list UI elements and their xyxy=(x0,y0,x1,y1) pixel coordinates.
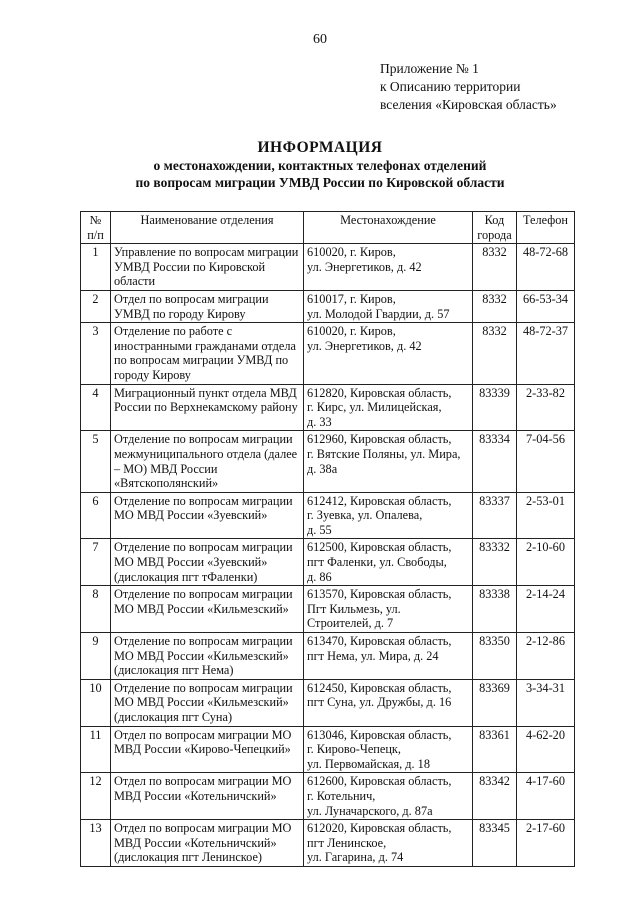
cell-line: 612020, Кировская область, xyxy=(307,821,452,836)
cell-line: Пгт Кильмезь, ул. xyxy=(307,601,401,616)
cell-city-code: 83337 xyxy=(473,492,517,539)
appendix-line: к Описанию территории xyxy=(380,79,521,94)
cell-location xyxy=(304,323,473,384)
cell-line: городу Кирову xyxy=(114,367,191,382)
table-row xyxy=(81,633,575,680)
table-row xyxy=(81,773,575,820)
cell-line: МВД России «Кирово-Чепецкий» xyxy=(114,742,291,757)
cell-city-code: 83334 xyxy=(473,431,517,492)
cell-line: г. Котельнич, xyxy=(307,788,376,803)
cell-city-code: 8332 xyxy=(473,244,517,291)
cell-line: МО МВД России «Зуевский» xyxy=(114,508,268,523)
table-row xyxy=(81,290,575,322)
cell-number: 4 xyxy=(81,384,111,431)
cell-line: 612412, Кировская область, xyxy=(307,493,452,508)
cell-line: 610017, г. Киров, xyxy=(307,291,396,306)
cell-line: пгт Нема, ул. Мира, д. 24 xyxy=(307,648,439,663)
cell-line: межмуниципального отдела (далее xyxy=(114,446,298,461)
cell-line: МО МВД России «Кильмезский» xyxy=(114,648,289,663)
cell-line: пгт Фаленки, ул. Свободы, xyxy=(307,555,447,570)
cell-phone: 4-17-60 xyxy=(517,773,575,820)
cell-line: МО МВД России «Зуевский» xyxy=(114,555,268,570)
cell-line: Миграционный пункт отдела МВД xyxy=(114,385,297,400)
cell-phone: 66-53-34 xyxy=(517,290,575,322)
cell-line: 613570, Кировская область, xyxy=(307,587,452,602)
page-number: 60 xyxy=(313,32,327,47)
cell-line: д. 33 xyxy=(307,414,332,429)
header-location: Местонахождение xyxy=(304,212,473,244)
appendix-note xyxy=(380,60,620,114)
cell-city-code: 83342 xyxy=(473,773,517,820)
cell-line: ул. Энергетиков, д. 42 xyxy=(307,259,422,274)
cell-department-name xyxy=(111,679,304,726)
cell-line: 612820, Кировская область, xyxy=(307,385,452,400)
cell-location xyxy=(304,244,473,291)
cell-department-name xyxy=(111,431,304,492)
cell-line: ул. Молодой Гвардии, д. 57 xyxy=(307,306,450,321)
table-row xyxy=(81,679,575,726)
table-row xyxy=(81,586,575,633)
cell-number: 1 xyxy=(81,244,111,291)
cell-location xyxy=(304,679,473,726)
cell-line: Отделение по вопросам миграции xyxy=(114,634,293,649)
cell-line: Управление по вопросам миграции xyxy=(114,245,299,260)
cell-city-code: 83350 xyxy=(473,633,517,680)
cell-phone: 7-04-56 xyxy=(517,431,575,492)
cell-line: (дислокация пгт Нема) xyxy=(114,663,234,678)
cell-line: УМВД по городу Кирову xyxy=(114,306,246,321)
cell-line: (дислокация пгт Суна) xyxy=(114,710,233,724)
cell-department-name xyxy=(111,290,304,322)
cell-phone: 2-53-01 xyxy=(517,492,575,539)
cell-phone: 2-14-24 xyxy=(517,586,575,633)
cell-number: 7 xyxy=(81,539,111,586)
cell-line: Отдел по вопросам миграции xyxy=(114,291,269,306)
cell-line: (дислокация пгт Ленинское) xyxy=(114,850,263,865)
cell-line: д. 86 xyxy=(307,569,332,584)
cell-line: ул. Луначарского, д. 87а xyxy=(307,803,433,818)
cell-number: 13 xyxy=(81,820,111,867)
cell-city-code: 8332 xyxy=(473,323,517,384)
cell-city-code: 83369 xyxy=(473,679,517,726)
cell-line: Строителей, д. 7 xyxy=(307,616,394,631)
cell-number: 6 xyxy=(81,492,111,539)
cell-line: 612600, Кировская область, xyxy=(307,774,452,789)
table-row xyxy=(81,431,575,492)
cell-number: 5 xyxy=(81,431,111,492)
cell-location xyxy=(304,726,473,773)
table-row xyxy=(81,384,575,431)
cell-location xyxy=(304,384,473,431)
appendix-line: Приложение № 1 xyxy=(380,61,479,76)
header-phone: Телефон xyxy=(517,212,575,244)
cell-city-code: 83345 xyxy=(473,820,517,867)
cell-line: Отдел по вопросам миграции МО xyxy=(114,727,292,742)
cell-line: – МО) МВД России xyxy=(114,461,218,476)
cell-line: Отделение по вопросам миграции xyxy=(114,493,293,508)
cell-line: 612500, Кировская область, xyxy=(307,540,452,555)
cell-line: д. 38а xyxy=(307,461,338,476)
document-subtitle-line: по вопросам миграции УМВД России по Кировской области xyxy=(135,175,505,190)
cell-city-code: 8332 xyxy=(473,290,517,322)
cell-department-name xyxy=(111,633,304,680)
cell-number: 11 xyxy=(81,726,111,773)
cell-line: 612960, Кировская область, xyxy=(307,432,452,447)
cell-number: 8 xyxy=(81,586,111,633)
cell-line: 613470, Кировская область, xyxy=(307,634,452,649)
cell-number: 12 xyxy=(81,773,111,820)
cell-line: Отделение по вопросам миграции xyxy=(114,680,293,695)
cell-department-name xyxy=(111,539,304,586)
document-subtitle-line: о местонахождении, контактных телефонах отделений xyxy=(153,158,487,173)
header-number: № п/п xyxy=(81,212,111,244)
cell-line: МВД России «Котельничский» xyxy=(114,835,277,850)
document-heading xyxy=(0,138,640,191)
cell-phone: 2-33-82 xyxy=(517,384,575,431)
cell-phone: 3-34-31 xyxy=(517,679,575,726)
cell-line: 612450, Кировская область, xyxy=(307,680,452,695)
cell-line: МВД России «Котельничский» xyxy=(114,788,277,803)
header-name: Наименование отделения xyxy=(111,212,304,244)
cell-phone: 2-17-60 xyxy=(517,820,575,867)
cell-line: области xyxy=(114,274,156,289)
cell-line: ул. Гагарина, д. 74 xyxy=(307,850,404,865)
cell-line: Отделение по вопросам миграции xyxy=(114,540,293,555)
cell-department-name xyxy=(111,586,304,633)
cell-line: 610020, г. Киров, xyxy=(307,245,396,260)
cell-phone: 2-12-86 xyxy=(517,633,575,680)
cell-phone: 4-62-20 xyxy=(517,726,575,773)
cell-department-name xyxy=(111,820,304,867)
table-row xyxy=(81,726,575,773)
cell-number: 10 xyxy=(81,679,111,726)
cell-number: 9 xyxy=(81,633,111,680)
cell-department-name xyxy=(111,726,304,773)
table-body xyxy=(81,244,575,867)
cell-line: г. Вятские Поляны, ул. Мира, xyxy=(307,446,461,461)
cell-line: иностранными гражданами отдела xyxy=(114,338,296,353)
cell-city-code: 83361 xyxy=(473,726,517,773)
table-row xyxy=(81,492,575,539)
cell-department-name xyxy=(111,323,304,384)
header-code: Код города xyxy=(473,212,517,244)
cell-location xyxy=(304,539,473,586)
document-title: ИНФОРМАЦИЯ xyxy=(257,139,383,156)
cell-phone: 48-72-68 xyxy=(517,244,575,291)
departments-table xyxy=(80,211,575,867)
cell-line: Отделение по вопросам миграции xyxy=(114,587,293,602)
cell-line: УМВД России по Кировской xyxy=(114,259,266,274)
cell-number: 3 xyxy=(81,323,111,384)
cell-line: МО МВД России «Кильмезский» xyxy=(114,695,289,710)
cell-line: Отделение по работе с xyxy=(114,324,233,339)
cell-phone: 2-10-60 xyxy=(517,539,575,586)
cell-location xyxy=(304,431,473,492)
cell-city-code: 83339 xyxy=(473,384,517,431)
cell-line: (дислокация пгт тФаленки) xyxy=(114,569,258,584)
cell-line: Отдел по вопросам миграции МО xyxy=(114,774,292,789)
cell-line: ул. Энергетиков, д. 42 xyxy=(307,338,422,353)
cell-location xyxy=(304,492,473,539)
cell-line: г. Кирово-Чепецк, xyxy=(307,742,401,757)
cell-number: 2 xyxy=(81,290,111,322)
cell-line: МО МВД России «Кильмезский» xyxy=(114,601,289,616)
cell-line: д. 55 xyxy=(307,522,332,537)
cell-phone: 48-72-37 xyxy=(517,323,575,384)
cell-line: России по Верхнекамскому району xyxy=(114,400,298,415)
cell-location xyxy=(304,290,473,322)
cell-line: 613046, Кировская область, xyxy=(307,727,452,742)
appendix-line: вселения «Кировская область» xyxy=(380,97,557,112)
table-row xyxy=(81,323,575,384)
table-row xyxy=(81,539,575,586)
cell-location xyxy=(304,773,473,820)
table-row xyxy=(81,244,575,291)
cell-line: Отдел по вопросам миграции МО xyxy=(114,821,292,836)
cell-city-code: 83338 xyxy=(473,586,517,633)
cell-location xyxy=(304,586,473,633)
cell-department-name xyxy=(111,492,304,539)
cell-line: «Вятскополянский» xyxy=(114,476,219,491)
cell-location xyxy=(304,633,473,680)
cell-department-name xyxy=(111,384,304,431)
cell-line: г. Кирс, ул. Милицейская, xyxy=(307,400,442,415)
cell-line: 610020, г. Киров, xyxy=(307,324,396,339)
cell-line: Отделение по вопросам миграции xyxy=(114,432,293,447)
cell-line: пгт Ленинское, xyxy=(307,835,387,850)
cell-department-name xyxy=(111,244,304,291)
cell-line: ул. Первомайская, д. 18 xyxy=(307,756,430,771)
cell-department-name xyxy=(111,773,304,820)
table-row xyxy=(81,820,575,867)
cell-city-code: 83332 xyxy=(473,539,517,586)
cell-line: г. Зуевка, ул. Опалева, xyxy=(307,508,423,523)
cell-location xyxy=(304,820,473,867)
cell-line: пгт Суна, ул. Дружбы, д. 16 xyxy=(307,695,452,710)
table-header-row xyxy=(81,212,575,244)
cell-line: по вопросам миграции УМВД по xyxy=(114,353,289,368)
